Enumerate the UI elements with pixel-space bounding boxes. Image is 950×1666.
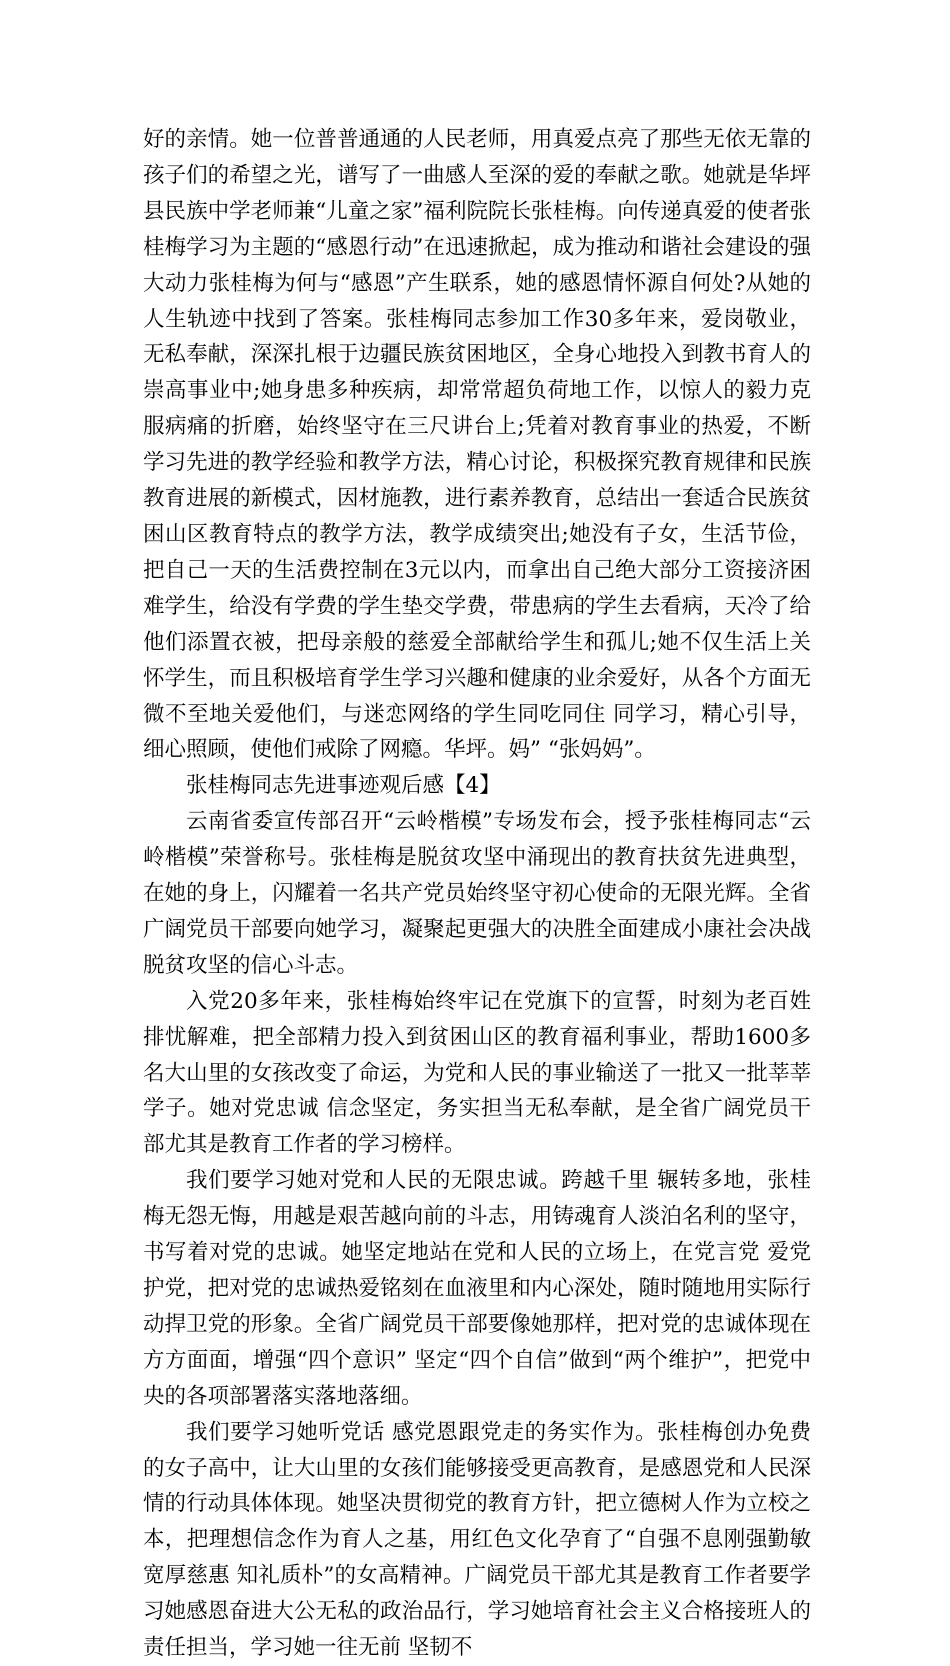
paragraph-party-membership: 入党20多年来，张桂梅始终牢记在党旗下的宣誓，时刻为老百姓排忧解难，把全部精力投入到贫困山区的教育福利事业，帮助1600多名大山里的女孩改变了命运，为党和人民的事业输送了一批又一批莘莘学子。她对党忠诚 信念坚定，务实担当无私奉献，是全省广阔党员干部尤其是教育工作者的学习榜样。 xyxy=(143,988,811,1158)
section-heading: 张桂梅同志先进事迹观后感【4】 xyxy=(186,773,501,799)
document-page xyxy=(143,122,811,1666)
paragraph-practical-action: 我们要学习她听党话 感党恩跟党走的务实作为。张桂梅创办免费的女子高中，让大山里的女孩们能够接受更高教育，是感恩党和人民深情的行动具体体现。她坚决贯彻党的教育方针，把立德树人作为立校之本，把理想信念作为育人之基，用红色文化孕育了“自强不息刚强勤敏 宽厚慈惠 知礼质朴”的女高精神。广阔党员干部尤其是教育工作者要学习她感恩奋进大公无私的政治品行，学习她培育社会主义合格接班人的责任担当，学习她一往无前 坚韧不 xyxy=(143,1419,811,1661)
paragraph-continuation: 好的亲情。她一位普普通通的人民老师，用真爱点亮了那些无依无靠的孩子们的希望之光，谱写了一曲感人至深的爱的奉献之歌。她就是华坪县民族中学老师兼“儿童之家”福利院院长张桂梅。向传递真爱的使者张桂梅学习为主题的“感恩行动”在迅速掀起，成为推动和谐社会建设的强大动力张桂梅为何与“感恩”产生联系，她的感恩情怀源自何处?从她的人生轨迹中找到了答案。张桂梅同志参加工作30多年来，爱岗敬业，无私奉献，深深扎根于边疆民族贫困地区，全身心地投入到教书育人的崇高事业中;她身患多种疾病，却常常超负荷地工作，以惊人的毅力克服病痛的折磨，始终坚守在三尺讲台上;凭着对教育事业的热爱，不断学习先进的教学经验和教学方法，精心讨论，积极探究教育规律和民族教育进展的新模式，因材施教，进行素养教育，总结出一套适合民族贫困山区教育特点的教学方法，教学成绩突出;她没有子女，生活节俭，把自己一天的生活费控制在3元以内，而拿出自己绝大部分工资接济困难学生，给没有学费的学生垫交学费，带患病的学生去看病，天冷了给他们添置衣被，把母亲般的慈爱全部献给学生和孤儿;她不仅生活上关怀学生，而且积极培育学生学习兴趣和健康的业余爱好，从各个方面无微不至地关爱他们，与迷恋网络的学生同吃同住 同学习，精心引导，细心照顾，使他们戒除了网瘾。华坪。妈” “张妈妈”。 xyxy=(143,127,811,763)
paragraph-announcement: 云南省委宣传部召开“云岭楷模”专场发布会，授予张桂梅同志“云岭楷模”荣誉称号。张桂梅是脱贫攻坚中涌现出的教育扶贫先进典型，在她的身上，闪耀着一名共产党员始终坚守初心使命的无限光辉。全省广阔党员干部要向她学习，凝聚起更强大的决胜全面建成小康社会决战脱贫攻坚的信心斗志。 xyxy=(143,809,811,978)
paragraph-loyalty: 我们要学习她对党和人民的无限忠诚。跨越千里 辗转多地，张桂梅无怨无悔，用越是艰苦越向前的斗志，用铸魂育人淡泊名利的坚守，书写着对党的忠诚。她坚定地站在党和人民的立场上，在党言党 爱党护党，把对党的忠诚热爱铭刻在血液里和内心深处，随时随地用实际行动捍卫党的形象。全省广阔党员干部要像她那样，把对党的忠诚体现在方方面面，增强“四个意识” 坚定“四个自信”做到“两个维护”，把党中央的各项部署落实落地落细。 xyxy=(143,1168,811,1409)
